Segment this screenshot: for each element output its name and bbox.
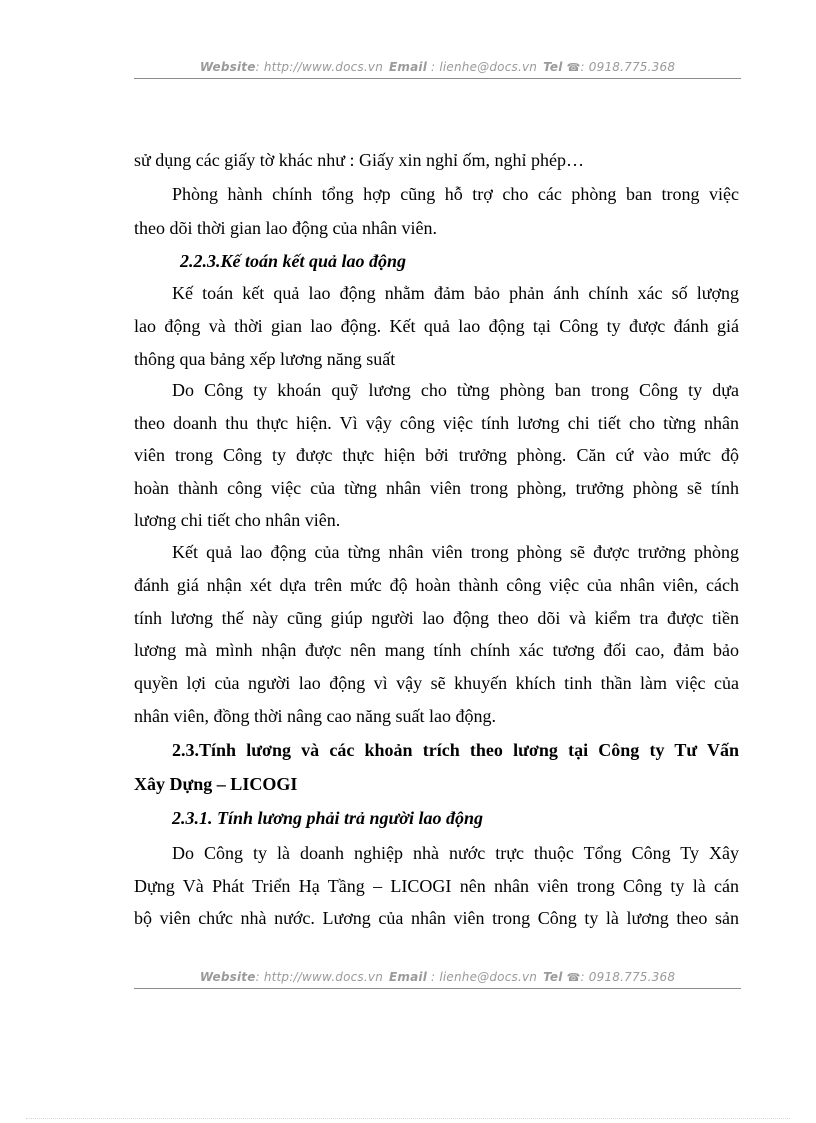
body-line: Kết quả lao động của từng nhân viên trong phòng sẽ được trưởng phòng bbox=[172, 542, 739, 562]
body-line: sử dụng các giấy tờ khác như : Giấy xin nghỉ ốm, nghỉ phép… bbox=[134, 150, 584, 170]
body-line: viên trong Công ty được thực hiện bởi trưởng phòng. Căn cứ vào mức độ bbox=[134, 445, 739, 465]
page-edge-divider bbox=[26, 1118, 790, 1119]
section-heading-2-3: 2.3.Tính lương và các khoản trích theo lương tại Công ty Tư Vấn bbox=[172, 740, 739, 760]
footer-divider bbox=[134, 988, 741, 989]
body-line: đánh giá nhận xét dựa trên mức độ hoàn thành công việc của nhân viên, cách bbox=[134, 575, 739, 595]
body-line: Do Công ty khoán quỹ lương cho từng phòng ban trong Công ty dựa bbox=[172, 380, 739, 400]
footer-email-value: : lienhe@docs.vn bbox=[427, 970, 538, 984]
footer-tel-value: : 0918.775.368 bbox=[580, 970, 676, 984]
section-heading-2-3-1: 2.3.1. Tính lương phải trả người lao động bbox=[172, 808, 483, 828]
page-footer bbox=[134, 970, 741, 984]
header-website-value: : http://www.docs.vn bbox=[255, 60, 384, 74]
header-email-label: Email bbox=[389, 60, 428, 74]
footer-website-value: : http://www.docs.vn bbox=[255, 970, 384, 984]
body-line: lao động và thời gian lao động. Kết quả lao động tại Công ty được đánh giá bbox=[134, 316, 739, 336]
body-line: lương mà mình nhận được nên mang tính chính xác tương đối cao, đảm bảo bbox=[134, 640, 739, 660]
phone-icon: ☎ bbox=[566, 971, 581, 984]
body-line: theo dõi thời gian lao động của nhân viên. bbox=[134, 218, 437, 238]
body-line: Dựng Và Phát Triển Hạ Tầng – LICOGI nên nhân viên trong Công ty là cán bbox=[134, 876, 739, 896]
body-line: Do Công ty là doanh nghiệp nhà nước trực thuộc Tổng Công Ty Xây bbox=[172, 843, 739, 863]
section-heading-2-2-3: 2.2.3.Kế toán kết quả lao động bbox=[180, 251, 407, 271]
body-line: hoàn thành công việc của từng nhân viên trong phòng, trưởng phòng sẽ tính bbox=[134, 478, 739, 498]
section-heading-2-3-cont: Xây Dựng – LICOGI bbox=[134, 774, 298, 794]
body-line: lương chi tiết cho nhân viên. bbox=[134, 510, 341, 530]
body-line: quyền lợi của người lao động vì vậy sẽ khuyến khích tinh thần làm việc của bbox=[134, 673, 739, 693]
header-email-value: : lienhe@docs.vn bbox=[427, 60, 538, 74]
footer-email-label: Email bbox=[389, 970, 428, 984]
body-line: Phòng hành chính tổng hợp cũng hỗ trợ cho các phòng ban trong việc bbox=[172, 184, 739, 204]
body-line: bộ viên chức nhà nước. Lương của nhân viên trong Công ty là lương theo sản bbox=[134, 908, 739, 928]
body-line: Kế toán kết quả lao động nhằm đảm bảo phản ánh chính xác số lượng bbox=[172, 283, 739, 303]
page-header bbox=[134, 60, 741, 74]
header-website-label: Website bbox=[199, 60, 256, 74]
phone-icon: ☎ bbox=[566, 61, 581, 74]
body-line: thông qua bảng xếp lương năng suất bbox=[134, 349, 396, 369]
body-line: tính lương thế này cũng giúp người lao động theo dõi và kiểm tra được tiền bbox=[134, 608, 739, 628]
header-tel-label: Tel bbox=[543, 60, 563, 74]
body-line: theo doanh thu thực hiện. Vì vậy công việc tính lương chi tiết cho từng nhân bbox=[134, 413, 739, 433]
body-line: nhân viên, đồng thời nâng cao năng suất lao động. bbox=[134, 706, 496, 726]
footer-website-label: Website bbox=[199, 970, 256, 984]
footer-tel-label: Tel bbox=[543, 970, 563, 984]
header-tel-value: : 0918.775.368 bbox=[580, 60, 676, 74]
header-divider bbox=[134, 78, 741, 79]
